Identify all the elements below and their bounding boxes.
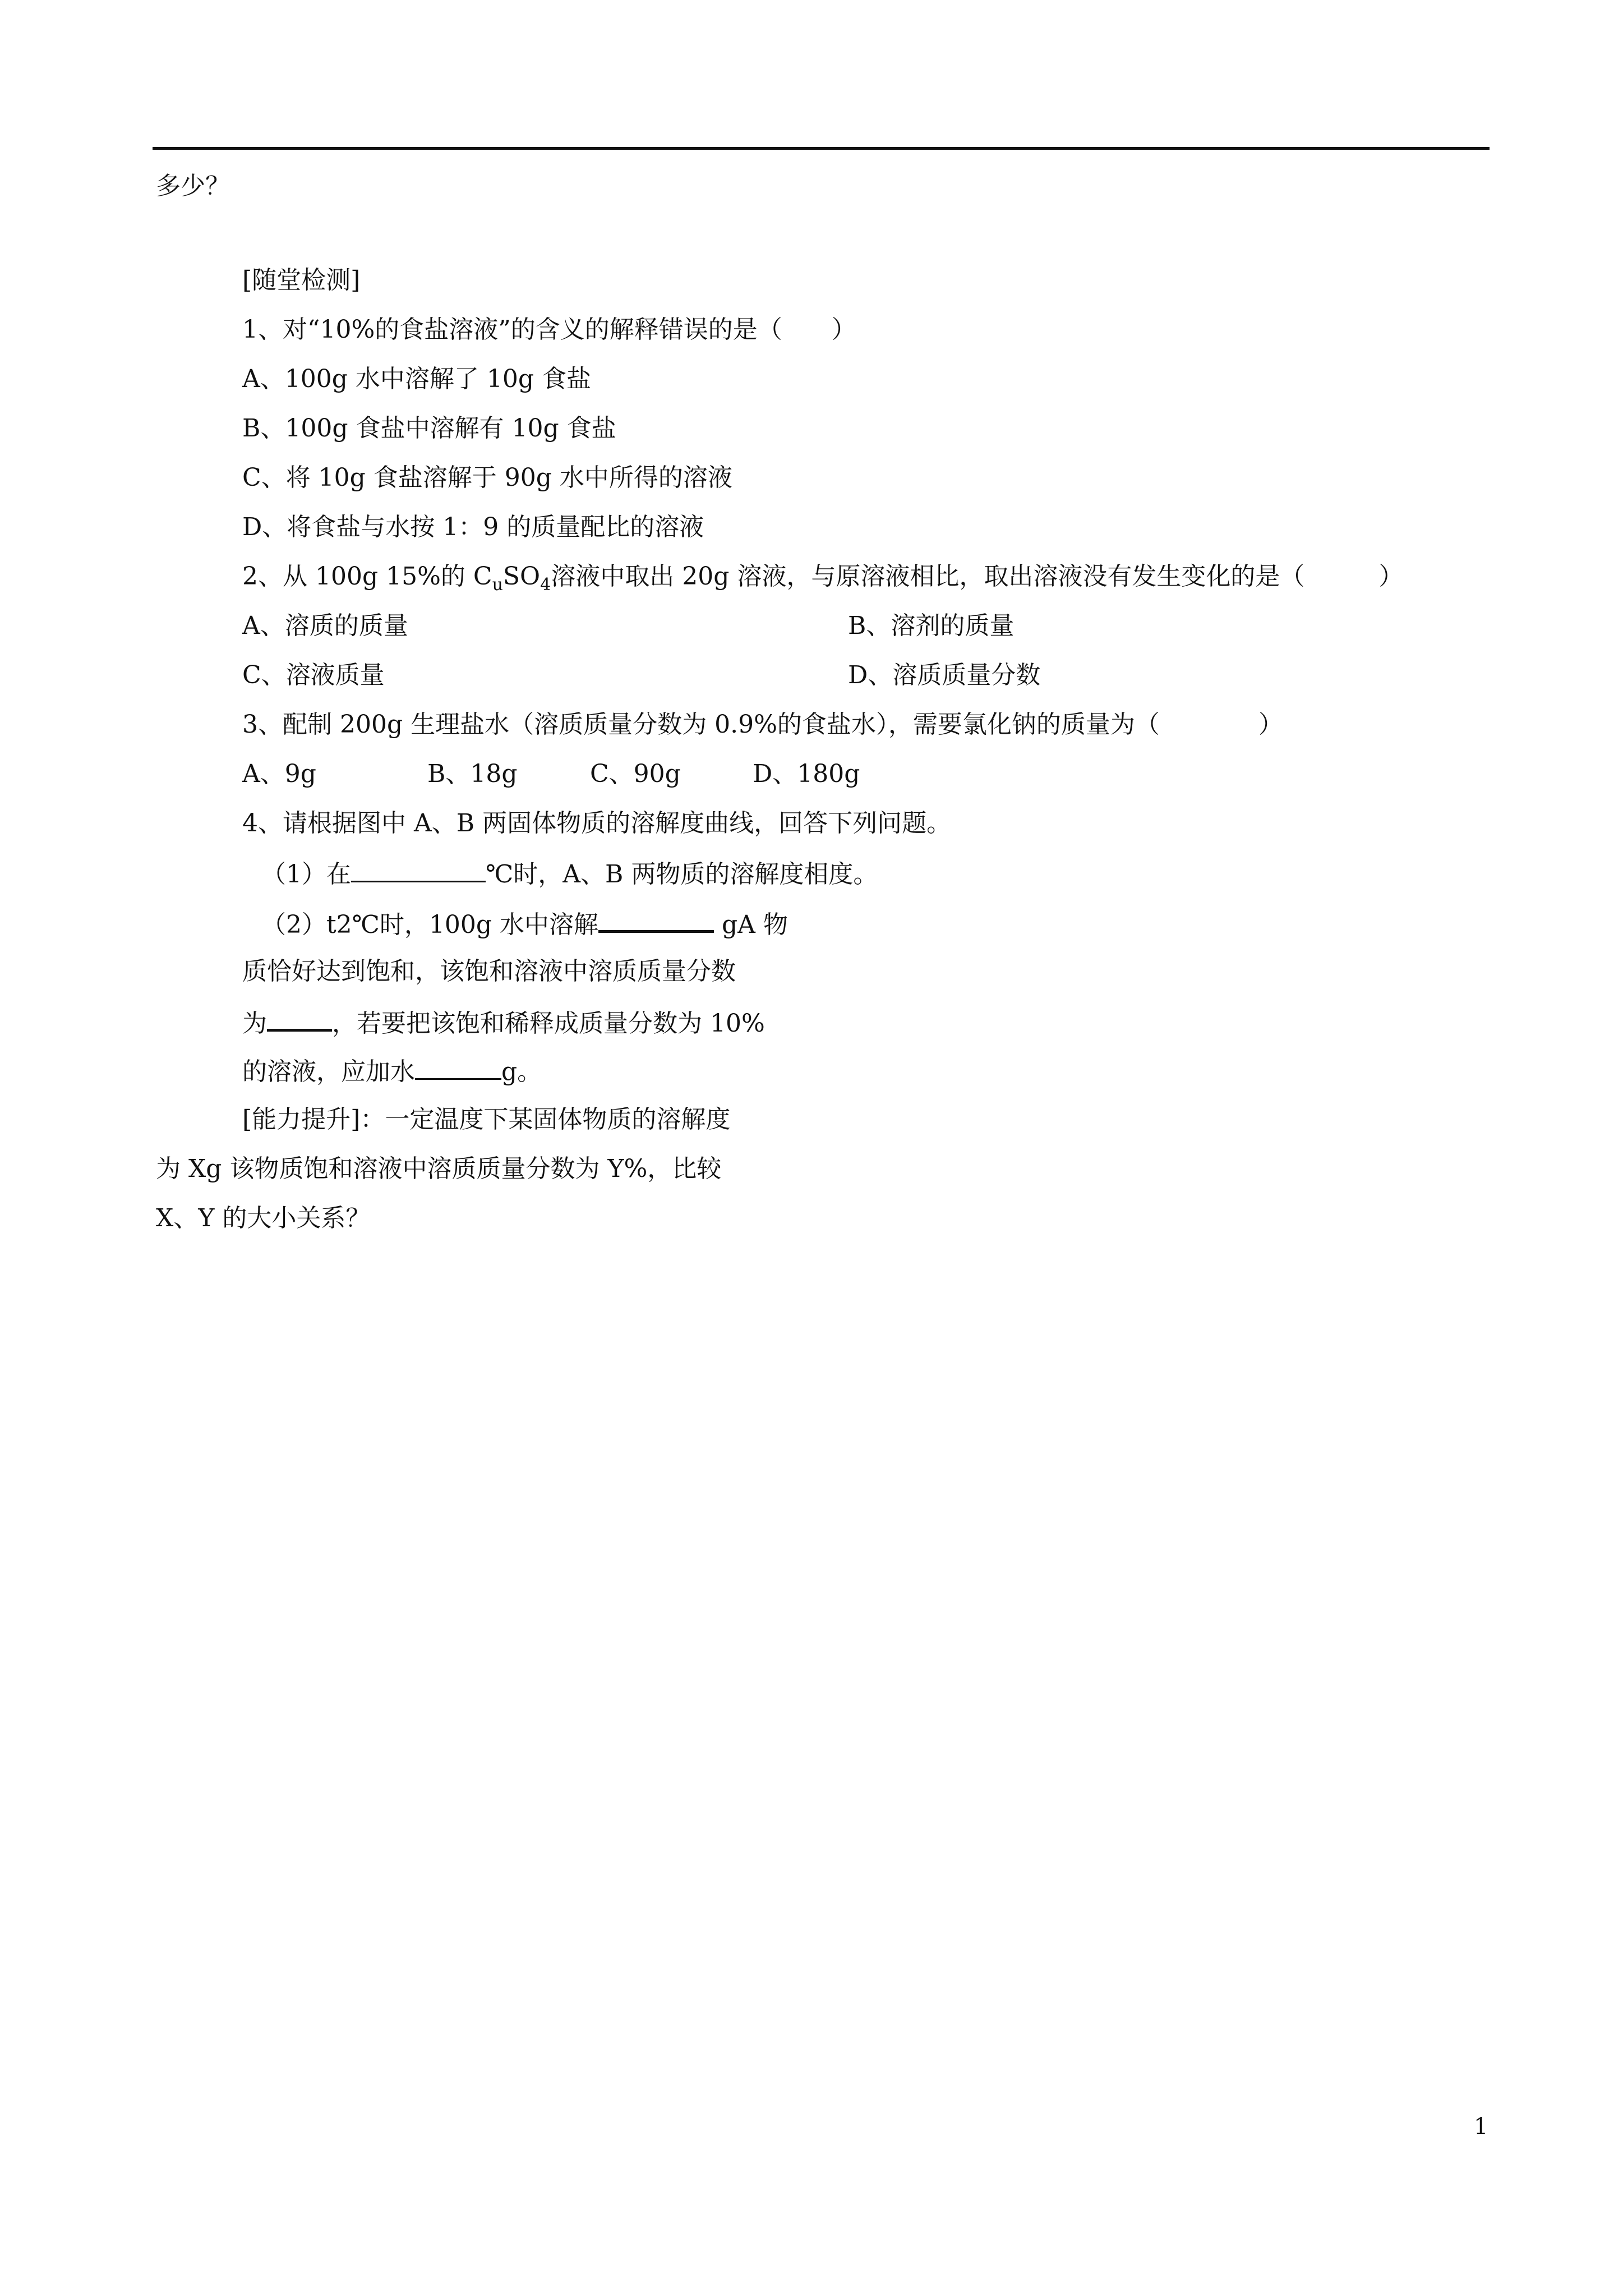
q2-option-d: D、溶质质量分数 — [848, 661, 1041, 689]
q3-option-a: A、9g — [242, 760, 316, 788]
q3-option-d: D、180g — [753, 760, 860, 788]
q2-stem-part: 溶液中取出 20g 溶液，与原溶液相比，取出溶液没有发生变化的是（ ） — [551, 562, 1404, 591]
q4-part2-suffix: gA 物 — [714, 910, 788, 939]
page-number: 1 — [1474, 2114, 1488, 2139]
q4-line4 — [242, 1004, 765, 1041]
q2-stem-subscript: u — [492, 575, 503, 595]
q4-part2 — [261, 905, 788, 942]
q4-part2-prefix: （2）t2℃时，100g 水中溶解 — [261, 910, 599, 939]
ability-line-1: [能力提升]：一定温度下某固体物质的溶解度 — [242, 1105, 731, 1134]
q3-option-c: C、90g — [590, 760, 681, 788]
q2-stem — [242, 560, 1403, 602]
answer-blank-2[interactable] — [598, 905, 714, 933]
ability-line-2: 为 Xg 该物质饱和溶液中溶质质量分数为 Y%，比较 — [156, 1154, 722, 1183]
q2-option-a: A、溶质的质量 — [242, 611, 408, 640]
q2-option-b: B、溶剂的质量 — [848, 611, 1015, 640]
header-rule — [153, 147, 1490, 150]
q3-stem: 3、配制 200g 生理盐水（溶质质量分数为 0.9%的食盐水），需要氯化钠的质量为（ ） — [242, 710, 1283, 739]
continuation-text: 多少？ — [156, 172, 230, 200]
q1-option-b: B、100g 食盐中溶解有 10g 食盐 — [242, 414, 616, 443]
answer-blank-3[interactable] — [267, 1004, 332, 1032]
q4-line4-suffix: ，若要把该饱和稀释成质量分数为 10% — [332, 1009, 765, 1038]
q4-line5 — [242, 1053, 542, 1089]
q4-part1 — [261, 856, 878, 891]
ability-line-3: X、Y 的大小关系？ — [156, 1204, 371, 1232]
q2-stem-part: SO — [502, 562, 541, 591]
q4-part1-suffix: ℃时，A、B 两物质的溶解度相度。 — [486, 860, 878, 889]
q1-stem: 1、对“10%的食盐溶液”的含义的解释错误的是（ ） — [242, 315, 856, 344]
q4-line3: 质恰好达到饱和，该饱和溶液中溶质质量分数 — [242, 957, 736, 986]
q2-stem-subscript: 4 — [540, 575, 551, 595]
q1-option-c: C、将 10g 食盐溶解于 90g 水中所得的溶液 — [242, 463, 732, 492]
q2-stem-part: 2、从 100g 15%的 C — [242, 562, 492, 591]
q1-option-d: D、将食盐与水按 1：9 的质量配比的溶液 — [242, 513, 704, 541]
q3-option-b: B、18g — [427, 760, 518, 788]
q4-line4-prefix: 为 — [242, 1009, 267, 1038]
q1-option-a: A、100g 水中溶解了 10g 食盐 — [242, 365, 592, 393]
q2-option-row-2 — [242, 659, 1041, 692]
q4-part1-prefix: （1）在 — [261, 860, 351, 889]
answer-blank-4[interactable] — [415, 1053, 501, 1080]
q4-line5-prefix: 的溶液，应加水 — [242, 1057, 415, 1086]
answer-blank-1[interactable] — [351, 856, 486, 882]
q4-stem: 4、请根据图中 A、B 两固体物质的溶解度曲线，回答下列问题。 — [242, 809, 952, 838]
q2-option-c: C、溶液质量 — [242, 661, 385, 689]
q4-line5-suffix: g。 — [501, 1057, 542, 1086]
q2-option-row-1 — [242, 609, 1015, 643]
section-title: [随堂检测] — [242, 266, 361, 295]
